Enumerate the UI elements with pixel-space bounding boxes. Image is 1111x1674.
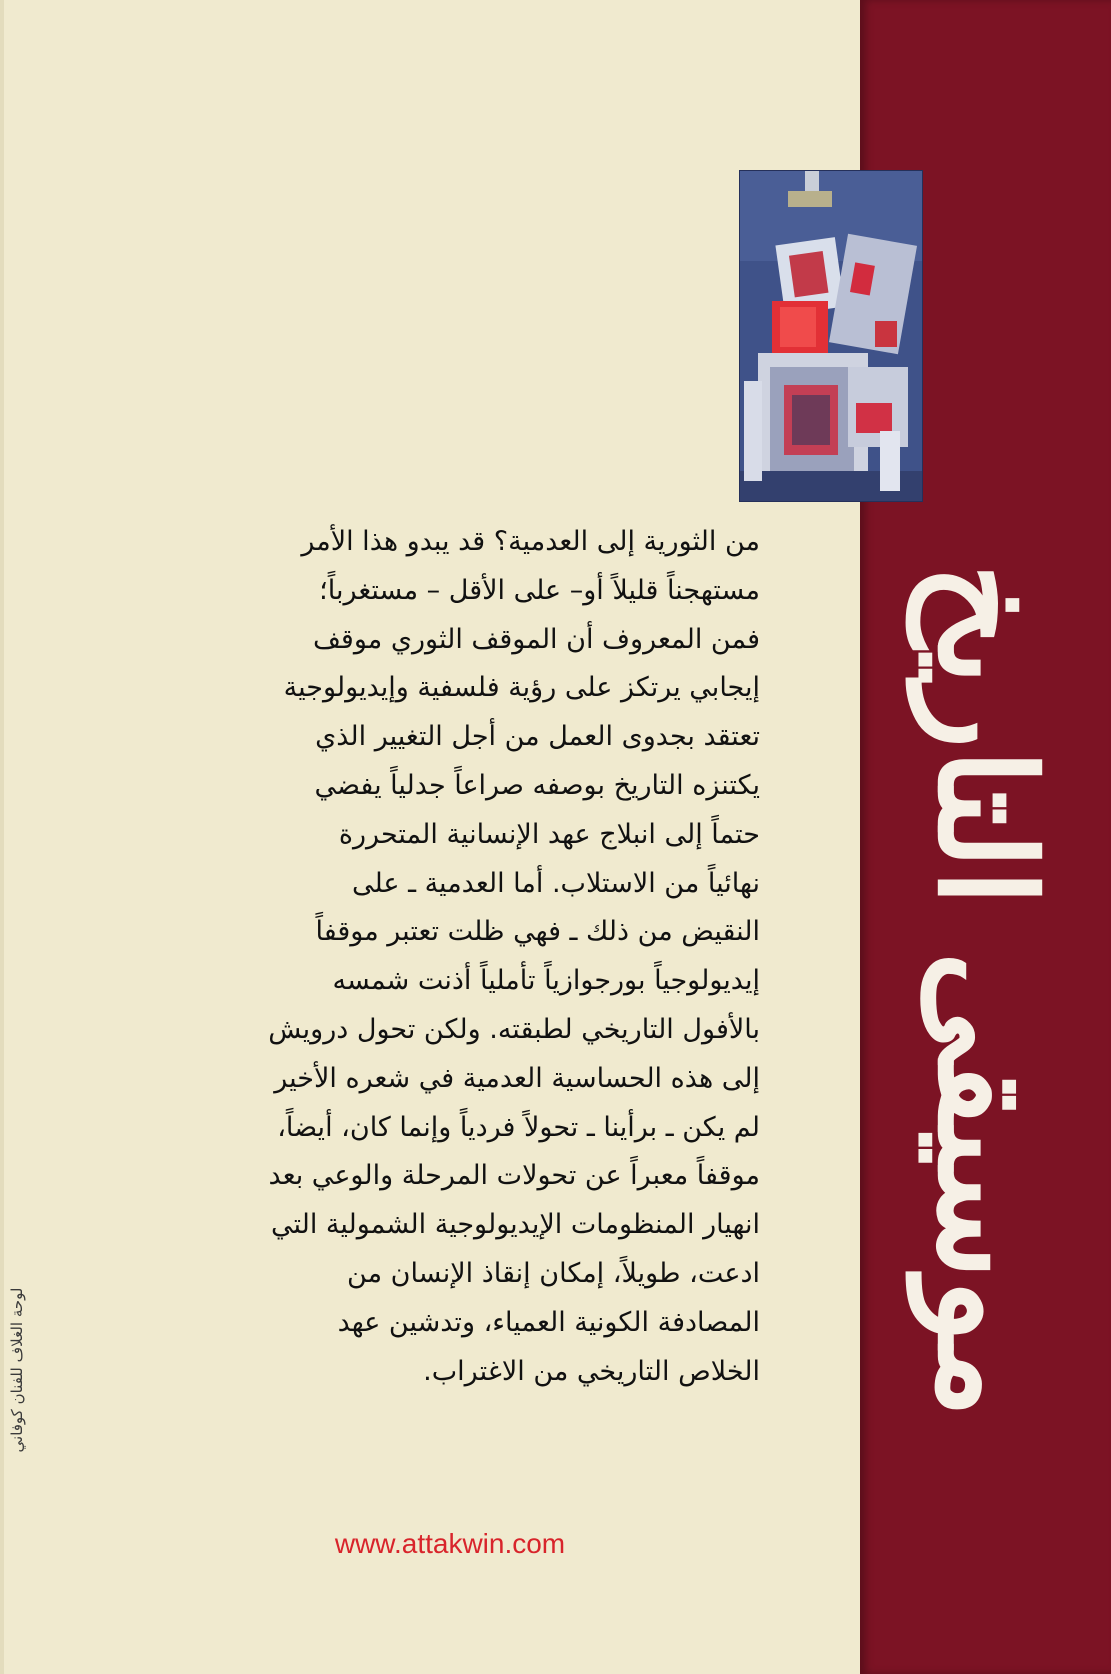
- painting-image: [740, 171, 922, 501]
- blurb-line: النقيض من ذلك ـ فهي ظلت تعتبر موقفاً: [315, 916, 760, 948]
- blurb-line: إلى هذه الحساسية العدمية في شعره الأخير: [274, 1062, 760, 1094]
- publisher-website: www.attakwin.com: [334, 1528, 566, 1559]
- blurb-line: بالأفول التاريخي لطبقته. ولكن تحول درويش: [268, 1013, 760, 1045]
- blurb-line: يكتنزه التاريخ بوصفه صراعاً جدلياً يفضي: [314, 769, 760, 801]
- blurb-text: [112, 518, 760, 1396]
- blurb-line: فمن المعروف أن الموقف الثوري موقف: [312, 623, 760, 655]
- blurb-line: نهائياً من الاستلاب. أما العدمية ـ على: [351, 867, 760, 899]
- cover-painting: [739, 170, 923, 502]
- cover-art-credit: لوحة الغلاف للفنان كوفاني: [8, 1287, 26, 1453]
- blurb-line: تعتقد بجدوى العمل من أجل التغيير الذي: [315, 721, 760, 753]
- blurb-line: الخلاص التاريخي من الاغتراب.: [423, 1355, 760, 1387]
- blurb-line: المصادفة الكونية العمياء، وتدشين عهد: [337, 1306, 760, 1338]
- spine-title-wrap: [905, 500, 1065, 1480]
- blurb-line: موقفاً معبراً عن تحولات المرحلة والوعي بعد: [268, 1160, 760, 1192]
- blurb-line: ادعت، طويلاً، إمكان إنقاذ الإنسان من: [347, 1257, 760, 1289]
- blurb-line: إيجابي يرتكز على رؤية فلسفية وإيديولوجية: [283, 672, 760, 704]
- page-edge: [0, 0, 4, 1674]
- blurb-line: من الثورية إلى العدمية؟ قد يبدو هذا الأمر: [301, 526, 760, 557]
- spine-title: موسيقى التاريخ: [907, 562, 1063, 1418]
- blurb-line: لم يكن ـ برأينا ـ تحولاً فردياً وإنما كان، أيضاً،: [277, 1111, 760, 1143]
- blurb-line: حتماً إلى انبلاج عهد الإنسانية المتحررة: [338, 818, 760, 850]
- blurb-line: انهيار المنظومات الإيديولوجية الشمولية التي: [270, 1209, 760, 1241]
- blurb-line: مستهجناً قليلاً أو– على الأقل – مستغرباً؛: [319, 574, 760, 606]
- blurb-line: إيديولوجياً بورجوازياً تأملياً أذنت شمسه: [332, 965, 760, 997]
